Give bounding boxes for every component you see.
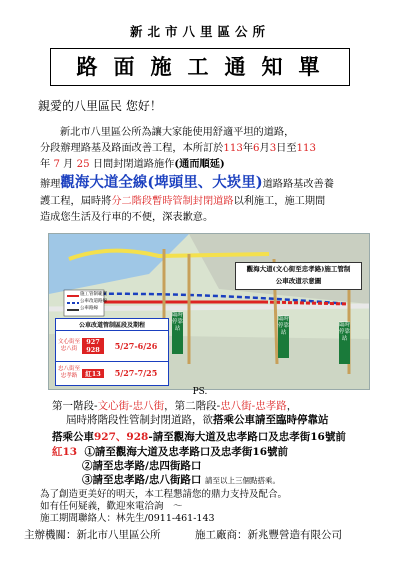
body-line-6: 造成您生活及行車的不便，深表歉意。	[40, 212, 214, 223]
phase-line-1	[52, 400, 392, 414]
period: 5/27-7/25	[114, 368, 158, 378]
body-text: 月	[63, 159, 74, 170]
bus-line-1	[52, 431, 392, 445]
start-year: 113	[223, 143, 243, 154]
phase-range: 忠八街-忠孝路	[220, 400, 287, 412]
organization-name: 新北市八里區公所	[129, 24, 270, 39]
body-line-2	[40, 141, 370, 157]
body-text: 日間封閉道路施作	[92, 159, 175, 170]
bus-text: -請至觀海大道及忠孝路口及忠孝街16號前	[148, 431, 346, 443]
bus-note: 請至以上三個點搭乘。	[205, 476, 280, 485]
body-line-4	[40, 175, 385, 193]
phase-line-2	[66, 414, 400, 428]
body-line-5	[40, 194, 370, 210]
route-name: 觀海大道全線(埤頭里、大崁里)	[60, 174, 263, 191]
weather-note: (通而順延)	[174, 158, 225, 170]
end-month: 7	[53, 159, 60, 170]
zone-label: 文心街至 忠八街	[57, 339, 80, 352]
bus-text: ③請至忠孝路/忠八街路口	[82, 474, 202, 486]
body-text: 日至	[276, 143, 297, 154]
organizer: 主辦機關：新北市八里區公所	[24, 529, 161, 541]
phase-text: 屆時將階段性管制封閉道路，欲	[66, 414, 213, 426]
bus-line-2	[52, 446, 392, 460]
footer-line-1: 為了創造更美好的明天，本工程懇請您的鼎力支持及配合。	[40, 489, 288, 500]
phase-text: 第一階段-	[52, 400, 98, 412]
bus-line-4	[82, 474, 400, 488]
body-text: 道路路基改善養	[262, 179, 334, 190]
contractor: 施工廠商：新兆豐營造有限公司	[195, 529, 342, 541]
period: 5/27-6/26	[114, 341, 158, 351]
bus-number: 927、928	[94, 431, 149, 443]
bus-text: ①請至觀海大道及忠孝路口及忠孝街16號前	[84, 446, 289, 458]
bus-text: 搭乘公車	[52, 431, 94, 443]
body-text: 以利施工，施工期間	[233, 196, 326, 207]
footer-line-2: 如有任何疑義，歡迎來電洽詢 ～	[40, 501, 183, 512]
body-text: 年	[40, 159, 51, 170]
detour-map	[48, 233, 370, 390]
phase-text: ，	[286, 400, 298, 412]
phase-text: ，第二階段-	[164, 400, 221, 412]
temp-stop-sign: 臨時停靠站	[172, 312, 183, 354]
greeting: 親愛的八里區民 您好！	[38, 99, 162, 113]
phase-bus-note: 搭乘公車請至臨時停靠站	[213, 414, 329, 426]
body-text: 分段辦理路基及路面改善工程，本所訂於	[40, 143, 224, 154]
end-year: 113	[296, 143, 316, 154]
map-caption-line: 公車改道示意圖	[275, 277, 322, 285]
phase-range: 文心街-忠八街	[97, 400, 165, 412]
bus-badge: 927 928	[82, 338, 104, 354]
legend-item: 公車改道路線	[80, 299, 107, 304]
closure-note: 分二階段暫時管制封閉道路	[111, 196, 234, 207]
bus-badge: 紅13	[82, 369, 104, 378]
start-day: 3	[269, 143, 277, 154]
map-caption	[235, 262, 362, 290]
schedule-table	[55, 318, 169, 386]
temp-stop-sign: 臨時停靠站	[278, 316, 289, 358]
ps-label: PS.	[192, 387, 208, 397]
zone-label: 忠八街至 忠孝路	[57, 366, 80, 379]
body-text: 月	[259, 143, 270, 154]
bus-line-3: ②請至忠孝路/忠四街路口	[82, 460, 202, 472]
schedule-title: 公車改道管制區段及期程	[56, 319, 168, 331]
start-month: 6	[253, 143, 260, 154]
body-text: 年	[242, 143, 254, 154]
page-title: 路面施工通知單	[50, 48, 350, 86]
bus-number: 紅13	[52, 446, 78, 458]
legend-item: 施工管制範圍	[80, 292, 107, 297]
body-line-3	[40, 157, 370, 173]
end-day: 25	[76, 159, 90, 170]
body-text: 護工程，屆時將	[40, 196, 112, 207]
legend-item: 公車路線	[80, 306, 98, 311]
temp-stop-sign: 臨時停靠站	[339, 322, 350, 364]
body-text: 辦理	[40, 179, 61, 190]
map-caption-line: 觀海大道(文心街至忠孝路)施工管制	[246, 265, 351, 273]
body-line-1: 新北市八里區公所為讓大家能使用舒適平坦的道路，	[60, 127, 295, 138]
footer-contact: 施工期間聯絡人：林先生/0911-461-143	[40, 513, 215, 524]
